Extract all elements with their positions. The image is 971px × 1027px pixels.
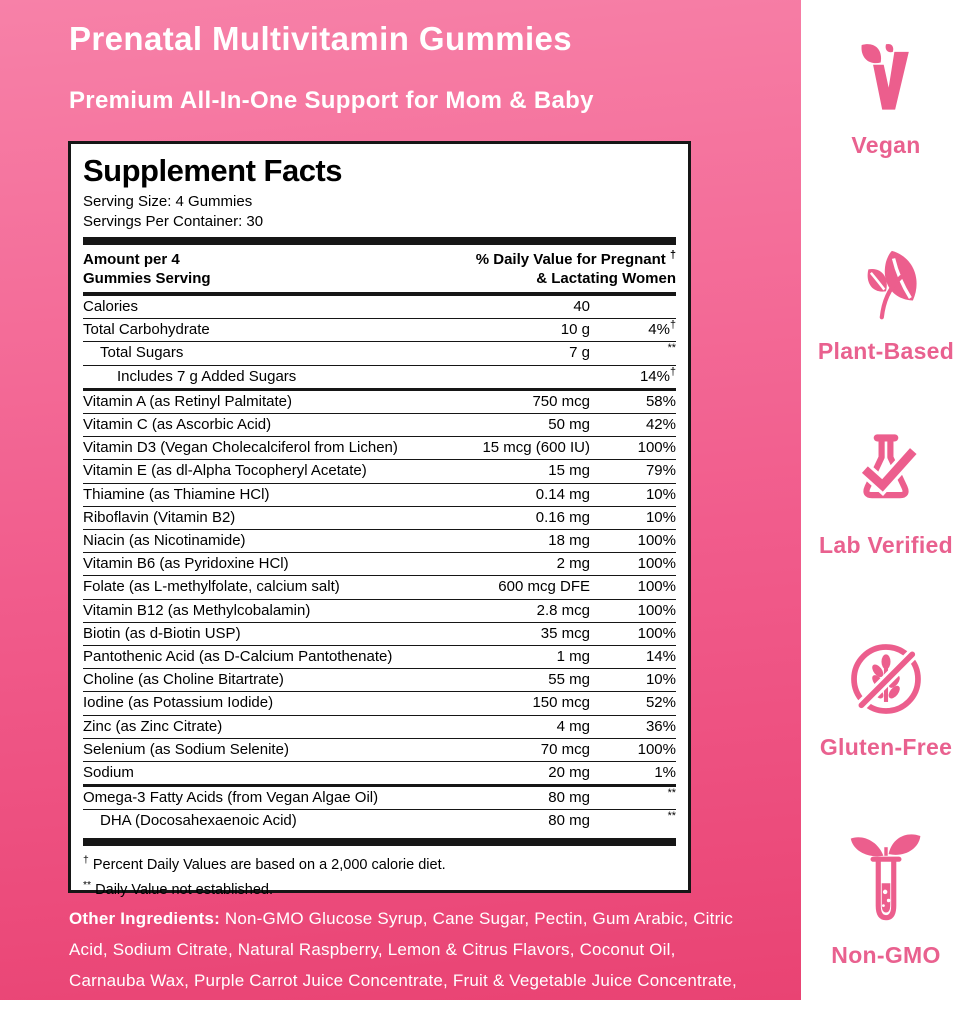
nutrient-daily-value: 100% — [637, 624, 676, 642]
nutrient-daily-value: 14%† — [639, 365, 676, 385]
nutrient-name: Choline (as Choline Bitartrate) — [83, 671, 284, 689]
table-row — [83, 506, 676, 529]
column-header — [83, 245, 676, 292]
nutrient-daily-value: 58% — [645, 392, 676, 410]
nutrient-table — [83, 296, 676, 833]
footnote-not-established: ** Daily Value not established. — [83, 879, 274, 898]
table-row — [83, 459, 676, 482]
nutrient-amount: 18 mg — [548, 532, 590, 550]
nutrient-name: Includes 7 g Added Sugars — [117, 367, 297, 385]
nutrient-amount: 750 mcg — [532, 392, 590, 410]
nutrient-name: Pantothenic Acid (as D-Calcium Pantothenate) — [83, 648, 393, 666]
nutrient-name: Iodine (as Potassium Iodide) — [83, 694, 274, 712]
nutrient-daily-value: 10% — [645, 671, 676, 689]
badge-label: Non-GMO — [831, 942, 941, 968]
nutrient-amount: 0.14 mg — [535, 485, 590, 503]
table-row — [83, 413, 676, 436]
nutrient-daily-value: 100% — [637, 555, 676, 573]
nutrient-amount: 15 mcg (600 IU) — [482, 439, 590, 457]
footnotes — [83, 846, 676, 903]
nutrient-name: Vitamin E (as dl-Alpha Tocopheryl Acetate) — [83, 462, 367, 480]
badge-label: Vegan — [851, 132, 921, 158]
table-row — [83, 691, 676, 714]
nutrient-name: Zinc (as Zinc Citrate) — [83, 717, 223, 735]
nutrient-daily-value: 1% — [654, 764, 676, 782]
badge-label: Plant-Based — [817, 338, 955, 364]
nutrient-name: Niacin (as Nicotinamide) — [83, 532, 246, 550]
table-row — [83, 761, 676, 784]
nutrient-amount: 2.8 mcg — [536, 601, 590, 619]
nutrient-name: Vitamin B6 (as Pyridoxine HCl) — [83, 555, 289, 573]
nutrient-name: Selenium (as Sodium Selenite) — [83, 740, 289, 758]
column-header-dv-line1: % Daily Value for Pregnant † — [475, 249, 676, 268]
nutrient-daily-value: 100% — [637, 740, 676, 758]
nutrient-daily-value: 100% — [637, 439, 676, 457]
nutrient-daily-value: 79% — [645, 462, 676, 480]
supplement-facts-title: Supplement Facts — [83, 153, 342, 188]
nutrient-name: Biotin (as d-Biotin USP) — [83, 624, 241, 642]
supplement-facts-panel — [68, 141, 691, 898]
table-row — [83, 575, 676, 598]
nutrient-amount: 20 mg — [548, 764, 590, 782]
table-row — [83, 599, 676, 622]
nutrient-amount: 70 mcg — [540, 740, 590, 758]
nutrient-daily-value: 42% — [645, 416, 676, 434]
column-header-amount — [83, 250, 211, 288]
nutrient-amount: 15 mg — [548, 462, 590, 480]
nutrient-amount: 600 mcg DFE — [498, 578, 590, 596]
flask-checkmark-icon — [842, 430, 930, 523]
other-ingredients-label: Other Ingredients: — [69, 909, 220, 928]
nutrient-amount: 40 — [573, 298, 590, 315]
footnote-daily-value: † Percent Daily Values are based on a 2,000 calorie diet. — [83, 854, 446, 873]
nutrient-name: Vitamin C (as Ascorbic Acid) — [83, 416, 272, 434]
test-tube-leaves-icon — [843, 830, 929, 933]
table-row — [83, 809, 676, 832]
nutrient-daily-value: ** — [667, 787, 676, 800]
nutrient-name: Thiamine (as Thiamine HCl) — [83, 485, 270, 503]
badge-sidebar — [801, 0, 971, 1000]
table-row — [83, 784, 676, 809]
divider-heavy — [83, 838, 676, 846]
nutrient-amount: 80 mg — [548, 789, 590, 807]
nutrient-name: DHA (Docosahexaenoic Acid) — [100, 812, 297, 830]
table-row — [83, 365, 676, 388]
nutrient-name: Calories — [83, 298, 139, 315]
table-row — [83, 341, 676, 364]
nutrient-amount: 10 g — [560, 321, 590, 339]
column-header-amount-line2: Gummies Serving — [83, 270, 211, 287]
product-subtitle: Premium All-In-One Support for Mom & Baby — [69, 87, 594, 114]
badge-non-gmo — [801, 830, 971, 969]
nutrient-amount: 4 mg — [556, 717, 590, 735]
nutrient-daily-value: 4%† — [648, 319, 676, 339]
badge-label: Gluten-Free — [819, 734, 953, 760]
table-row — [83, 296, 676, 318]
nutrient-daily-value: 10% — [645, 508, 676, 526]
nutrient-amount: 50 mg — [548, 416, 590, 434]
nutrient-name: Total Sugars — [100, 344, 184, 362]
nutrient-daily-value: 100% — [637, 532, 676, 550]
nutrient-name: Folate (as L-methylfolate, calcium salt) — [83, 578, 340, 596]
other-ingredients — [69, 903, 747, 1027]
table-row — [83, 529, 676, 552]
servings-per-container: Servings Per Container: 30 — [83, 213, 264, 230]
table-row — [83, 715, 676, 738]
column-header-dv-line2: & Lactating Women — [536, 270, 676, 287]
badge-vegan — [801, 42, 971, 159]
table-row — [83, 436, 676, 459]
table-row — [83, 318, 676, 341]
table-row — [83, 483, 676, 506]
nutrient-amount: 1 mg — [556, 648, 590, 666]
nutrient-name: Sodium — [83, 764, 134, 782]
nutrient-daily-value: 100% — [637, 578, 676, 596]
vegan-v-leaf-icon — [848, 42, 924, 123]
nutrient-name: Vitamin B12 (as Methylcobalamin) — [83, 601, 311, 619]
wheat-slash-icon — [845, 638, 927, 725]
column-header-dv — [476, 250, 676, 288]
nutrient-daily-value: ** — [667, 810, 676, 823]
nutrient-amount: 2 mg — [556, 555, 590, 573]
nutrient-daily-value: 52% — [645, 694, 676, 712]
nutrient-daily-value: 36% — [645, 717, 676, 735]
other-ingredients-text: Non-GMO Glucose Syrup, Cane Sugar, Pectin, Gum Arabic, Citric Acid, Sodium Citrate, Natural Raspberry, Lemon & Citrus Flavors, Coconut Oil, Carnauba Wax, Purple Carrot Juice Concentrate, Fruit & Vegetable Juice Concentrate, alpha-Cyclodextrin, Rosemary Oil. — [69, 909, 737, 1021]
badge-lab-verified — [801, 430, 971, 559]
nutrient-amount: 55 mg — [548, 671, 590, 689]
badge-plant-based — [801, 240, 971, 365]
nutrient-daily-value: ** — [667, 342, 676, 355]
nutrient-name: Omega-3 Fatty Acids (from Vegan Algae Oil) — [83, 789, 379, 807]
plant-leaves-icon — [844, 240, 928, 329]
table-row — [83, 622, 676, 645]
nutrient-amount: 0.16 mg — [535, 508, 590, 526]
table-row — [83, 645, 676, 668]
nutrient-name: Vitamin A (as Retinyl Palmitate) — [83, 392, 292, 410]
table-row — [83, 738, 676, 761]
serving-size: Serving Size: 4 Gummies — [83, 193, 253, 210]
badge-gluten-free — [801, 638, 971, 761]
nutrient-daily-value: 14% — [645, 648, 676, 666]
nutrient-amount: 35 mcg — [540, 624, 590, 642]
nutrient-name: Riboflavin (Vitamin B2) — [83, 508, 236, 526]
table-row — [83, 388, 676, 413]
nutrient-amount: 150 mcg — [532, 694, 590, 712]
nutrient-name: Vitamin D3 (Vegan Cholecalciferol from Lichen) — [83, 439, 398, 457]
nutrient-amount: 7 g — [569, 344, 590, 362]
nutrient-daily-value: 10% — [645, 485, 676, 503]
divider-heavy — [83, 237, 676, 245]
nutrient-daily-value: 100% — [637, 601, 676, 619]
table-row — [83, 552, 676, 575]
nutrient-amount: 80 mg — [548, 812, 590, 830]
table-row — [83, 668, 676, 691]
column-header-amount-line1: Amount per 4 — [83, 251, 180, 268]
badge-label: Lab Verified — [819, 532, 953, 558]
product-title: Prenatal Multivitamin Gummies — [69, 20, 573, 57]
nutrient-name: Total Carbohydrate — [83, 321, 210, 339]
